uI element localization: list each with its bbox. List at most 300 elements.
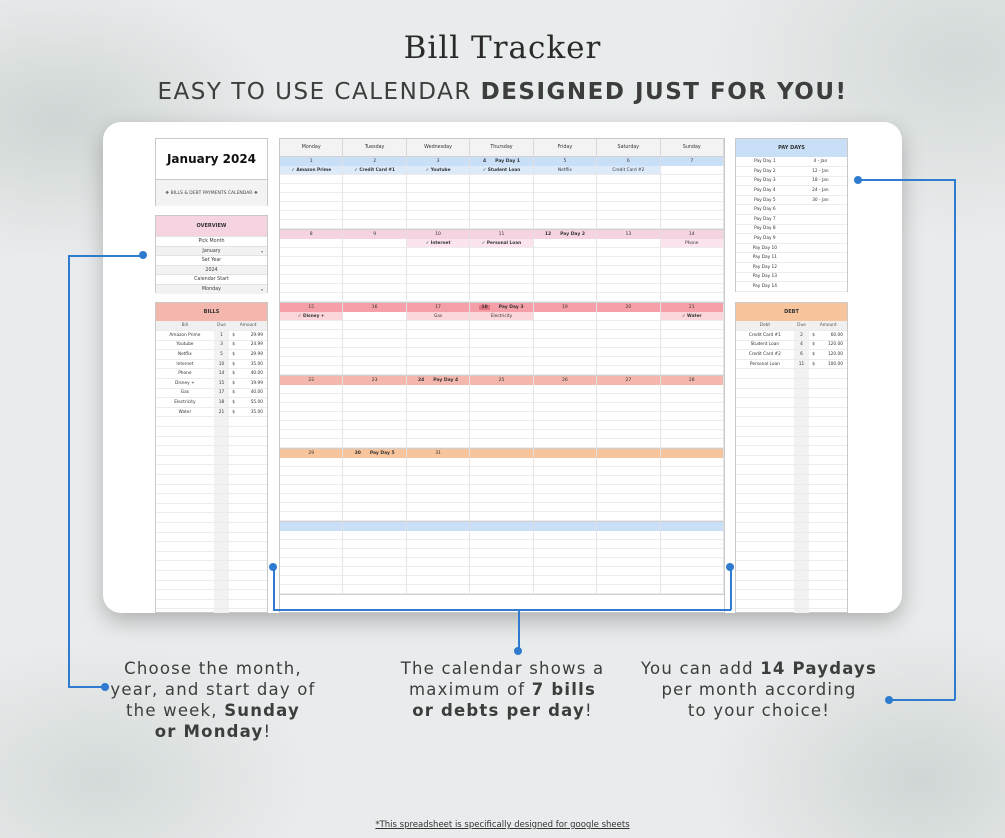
empty-bill-slot[interactable] xyxy=(343,403,406,412)
debt-amount-cell[interactable] xyxy=(820,590,847,600)
empty-bill-slot[interactable] xyxy=(661,166,724,175)
empty-bill-slot[interactable] xyxy=(597,330,660,339)
debt-due-cell[interactable] xyxy=(794,503,810,513)
payday-date-cell[interactable] xyxy=(794,253,847,263)
debt-name-cell[interactable] xyxy=(736,522,794,532)
empty-bill-slot[interactable] xyxy=(470,430,533,439)
empty-bill-slot[interactable] xyxy=(534,248,597,257)
empty-bill-slot[interactable] xyxy=(280,576,343,585)
empty-bill-slot[interactable] xyxy=(661,248,724,257)
bill-amount-cell[interactable] xyxy=(240,465,267,475)
bill-name-cell[interactable] xyxy=(156,590,214,600)
empty-bill-slot[interactable] xyxy=(343,275,406,284)
date-cell[interactable] xyxy=(534,522,597,531)
bill-entry[interactable]: ✓ Disney + xyxy=(280,312,343,321)
debt-name-cell[interactable]: Credit Card #2 xyxy=(736,350,794,360)
empty-bill-slot[interactable] xyxy=(661,193,724,202)
debt-amount-cell[interactable]: 60.00 xyxy=(820,331,847,341)
empty-bill-slot[interactable] xyxy=(343,330,406,339)
bill-due-cell[interactable] xyxy=(214,609,230,613)
empty-bill-slot[interactable] xyxy=(407,576,470,585)
empty-bill-slot[interactable] xyxy=(534,339,597,348)
bill-due-cell[interactable]: 3 xyxy=(214,340,230,350)
empty-bill-slot[interactable] xyxy=(280,193,343,202)
debt-amount-cell[interactable] xyxy=(820,532,847,542)
bill-name-cell[interactable] xyxy=(156,580,214,590)
empty-bill-slot[interactable] xyxy=(661,266,724,275)
bill-name-cell[interactable] xyxy=(156,436,214,446)
empty-bill-slot[interactable] xyxy=(534,476,597,485)
empty-bill-slot[interactable] xyxy=(597,193,660,202)
bill-due-cell[interactable] xyxy=(214,580,230,590)
empty-bill-slot[interactable] xyxy=(470,385,533,394)
empty-bill-slot[interactable] xyxy=(661,175,724,184)
empty-bill-slot[interactable] xyxy=(470,503,533,512)
bill-name-cell[interactable]: Netflix xyxy=(156,350,214,360)
empty-bill-slot[interactable] xyxy=(534,458,597,467)
bill-due-cell[interactable] xyxy=(214,446,230,456)
bill-name-cell[interactable] xyxy=(156,455,214,465)
debt-due-cell[interactable] xyxy=(794,561,810,571)
empty-bill-slot[interactable] xyxy=(597,348,660,357)
empty-bill-slot[interactable] xyxy=(597,549,660,558)
empty-bill-slot[interactable] xyxy=(470,202,533,211)
bill-due-cell[interactable] xyxy=(214,570,230,580)
bill-due-cell[interactable] xyxy=(214,532,230,542)
empty-bill-slot[interactable] xyxy=(597,175,660,184)
empty-bill-slot[interactable] xyxy=(534,348,597,357)
empty-bill-slot[interactable] xyxy=(470,348,533,357)
empty-bill-slot[interactable] xyxy=(534,439,597,448)
empty-bill-slot[interactable] xyxy=(534,403,597,412)
empty-bill-slot[interactable] xyxy=(470,485,533,494)
bill-amount-cell[interactable] xyxy=(240,494,267,504)
debt-due-cell[interactable] xyxy=(794,398,810,408)
debt-due-cell[interactable] xyxy=(794,580,810,590)
payday-date-cell[interactable] xyxy=(794,263,847,273)
empty-bill-slot[interactable] xyxy=(280,385,343,394)
bill-name-cell[interactable]: Water xyxy=(156,407,214,417)
bill-name-cell[interactable] xyxy=(156,427,214,437)
empty-bill-slot[interactable] xyxy=(597,366,660,375)
empty-bill-slot[interactable] xyxy=(280,248,343,257)
date-cell[interactable] xyxy=(661,376,724,385)
date-cell[interactable] xyxy=(597,522,660,531)
empty-bill-slot[interactable] xyxy=(343,211,406,220)
empty-bill-slot[interactable] xyxy=(597,211,660,220)
empty-bill-slot[interactable] xyxy=(534,412,597,421)
debt-name-cell[interactable] xyxy=(736,494,794,504)
debt-amount-cell[interactable] xyxy=(820,551,847,561)
date-cell[interactable] xyxy=(407,449,470,458)
empty-bill-slot[interactable] xyxy=(343,412,406,421)
empty-bill-slot[interactable] xyxy=(407,202,470,211)
empty-bill-slot[interactable] xyxy=(280,430,343,439)
debt-amount-cell[interactable] xyxy=(820,436,847,446)
bill-name-cell[interactable]: Youtube xyxy=(156,340,214,350)
payday-date-cell[interactable] xyxy=(794,243,847,253)
bill-name-cell[interactable] xyxy=(156,532,214,542)
bill-name-cell[interactable] xyxy=(156,465,214,475)
empty-bill-slot[interactable] xyxy=(343,494,406,503)
bill-entry[interactable]: Credit Card #2 xyxy=(597,166,660,175)
empty-bill-slot[interactable] xyxy=(470,175,533,184)
debt-amount-cell[interactable] xyxy=(820,484,847,494)
bill-entry[interactable]: Netflix xyxy=(534,166,597,175)
empty-bill-slot[interactable] xyxy=(280,266,343,275)
bill-due-cell[interactable] xyxy=(214,513,230,523)
empty-bill-slot[interactable] xyxy=(407,412,470,421)
empty-bill-slot[interactable] xyxy=(597,512,660,521)
empty-bill-slot[interactable] xyxy=(470,421,533,430)
empty-bill-slot[interactable] xyxy=(597,576,660,585)
empty-bill-slot[interactable] xyxy=(597,248,660,257)
empty-bill-slot[interactable] xyxy=(661,257,724,266)
empty-bill-slot[interactable] xyxy=(407,403,470,412)
empty-bill-slot[interactable] xyxy=(343,184,406,193)
empty-bill-slot[interactable] xyxy=(280,175,343,184)
empty-bill-slot[interactable] xyxy=(407,585,470,594)
empty-bill-slot[interactable] xyxy=(661,202,724,211)
empty-bill-slot[interactable] xyxy=(661,293,724,302)
empty-bill-slot[interactable] xyxy=(343,202,406,211)
debt-due-cell[interactable]: 11 xyxy=(794,359,810,369)
empty-bill-slot[interactable] xyxy=(280,476,343,485)
empty-bill-slot[interactable] xyxy=(280,220,343,229)
empty-bill-slot[interactable] xyxy=(407,248,470,257)
empty-bill-slot[interactable] xyxy=(534,430,597,439)
empty-bill-slot[interactable] xyxy=(597,558,660,567)
date-cell[interactable] xyxy=(280,303,343,312)
debt-name-cell[interactable] xyxy=(736,513,794,523)
empty-bill-slot[interactable] xyxy=(661,430,724,439)
debt-due-cell[interactable] xyxy=(794,551,810,561)
debt-amount-cell[interactable] xyxy=(820,427,847,437)
empty-bill-slot[interactable] xyxy=(343,485,406,494)
empty-bill-slot[interactable] xyxy=(407,531,470,540)
empty-bill-slot[interactable] xyxy=(661,476,724,485)
date-cell[interactable] xyxy=(470,522,533,531)
empty-bill-slot[interactable] xyxy=(534,421,597,430)
debt-amount-cell[interactable] xyxy=(820,599,847,609)
debt-name-cell[interactable] xyxy=(736,484,794,494)
bill-name-cell[interactable]: Electricity xyxy=(156,398,214,408)
empty-bill-slot[interactable] xyxy=(343,549,406,558)
empty-bill-slot[interactable] xyxy=(534,321,597,330)
empty-bill-slot[interactable] xyxy=(661,531,724,540)
empty-bill-slot[interactable] xyxy=(407,503,470,512)
empty-bill-slot[interactable] xyxy=(534,330,597,339)
debt-amount-cell[interactable] xyxy=(820,570,847,580)
empty-bill-slot[interactable] xyxy=(661,211,724,220)
empty-bill-slot[interactable] xyxy=(470,439,533,448)
debt-name-cell[interactable] xyxy=(736,446,794,456)
empty-bill-slot[interactable] xyxy=(470,467,533,476)
date-cell[interactable] xyxy=(597,303,660,312)
empty-bill-slot[interactable] xyxy=(534,220,597,229)
year-field[interactable]: 2024 xyxy=(156,265,267,275)
empty-bill-slot[interactable] xyxy=(470,284,533,293)
empty-bill-slot[interactable] xyxy=(407,184,470,193)
empty-bill-slot[interactable] xyxy=(597,220,660,229)
payday-date-cell[interactable]: 24 - Jan xyxy=(794,186,847,196)
empty-bill-slot[interactable] xyxy=(407,357,470,366)
debt-amount-cell[interactable] xyxy=(820,609,847,613)
empty-bill-slot[interactable] xyxy=(661,366,724,375)
debt-amount-cell[interactable] xyxy=(820,417,847,427)
payday-date-cell[interactable] xyxy=(794,272,847,282)
empty-bill-slot[interactable] xyxy=(661,357,724,366)
payday-date-cell[interactable] xyxy=(794,282,847,292)
empty-bill-slot[interactable] xyxy=(407,512,470,521)
debt-amount-cell[interactable] xyxy=(820,475,847,485)
debt-due-cell[interactable] xyxy=(794,369,810,379)
empty-bill-slot[interactable] xyxy=(534,549,597,558)
bill-amount-cell[interactable] xyxy=(240,599,267,609)
empty-bill-slot[interactable] xyxy=(343,585,406,594)
debt-name-cell[interactable] xyxy=(736,609,794,613)
debt-name-cell[interactable] xyxy=(736,417,794,427)
empty-bill-slot[interactable] xyxy=(280,366,343,375)
empty-bill-slot[interactable] xyxy=(661,458,724,467)
debt-amount-cell[interactable]: 100.00 xyxy=(820,359,847,369)
debt-due-cell[interactable] xyxy=(794,522,810,532)
empty-bill-slot[interactable] xyxy=(280,540,343,549)
empty-bill-slot[interactable] xyxy=(534,540,597,549)
bill-entry[interactable]: ✓ Amazon Prime xyxy=(280,166,343,175)
debt-due-cell[interactable] xyxy=(794,475,810,485)
bill-due-cell[interactable] xyxy=(214,503,230,513)
month-select[interactable] xyxy=(156,246,267,256)
debt-due-cell[interactable] xyxy=(794,388,810,398)
bill-name-cell[interactable] xyxy=(156,599,214,609)
date-cell[interactable] xyxy=(280,376,343,385)
payday-date-cell[interactable]: 18 - Jan xyxy=(794,176,847,186)
empty-bill-slot[interactable] xyxy=(407,175,470,184)
date-cell[interactable] xyxy=(470,230,533,239)
debt-name-cell[interactable] xyxy=(736,388,794,398)
empty-bill-slot[interactable] xyxy=(280,394,343,403)
debt-amount-cell[interactable] xyxy=(820,446,847,456)
empty-bill-slot[interactable] xyxy=(343,476,406,485)
bill-entry[interactable]: ✓ Youtube xyxy=(407,166,470,175)
debt-amount-cell[interactable] xyxy=(820,455,847,465)
empty-bill-slot[interactable] xyxy=(470,576,533,585)
debt-name-cell[interactable] xyxy=(736,475,794,485)
empty-bill-slot[interactable] xyxy=(470,476,533,485)
debt-amount-cell[interactable] xyxy=(820,542,847,552)
debt-due-cell[interactable] xyxy=(794,494,810,504)
debt-due-cell[interactable] xyxy=(794,379,810,389)
empty-bill-slot[interactable] xyxy=(407,485,470,494)
empty-bill-slot[interactable] xyxy=(280,531,343,540)
date-cell[interactable] xyxy=(470,303,533,312)
payday-date-cell[interactable] xyxy=(794,215,847,225)
bill-amount-cell[interactable] xyxy=(240,532,267,542)
bill-name-cell[interactable] xyxy=(156,475,214,485)
empty-bill-slot[interactable] xyxy=(280,585,343,594)
empty-bill-slot[interactable] xyxy=(407,394,470,403)
bill-amount-cell[interactable] xyxy=(240,455,267,465)
empty-bill-slot[interactable] xyxy=(343,312,406,321)
debt-amount-cell[interactable] xyxy=(820,398,847,408)
debt-due-cell[interactable]: 2 xyxy=(794,331,810,341)
empty-bill-slot[interactable] xyxy=(343,257,406,266)
debt-due-cell[interactable] xyxy=(794,570,810,580)
empty-bill-slot[interactable] xyxy=(280,348,343,357)
debt-name-cell[interactable] xyxy=(736,503,794,513)
debt-name-cell[interactable] xyxy=(736,427,794,437)
empty-bill-slot[interactable] xyxy=(534,357,597,366)
debt-name-cell[interactable] xyxy=(736,532,794,542)
bill-name-cell[interactable]: Disney + xyxy=(156,379,214,389)
bill-amount-cell[interactable] xyxy=(240,609,267,613)
empty-bill-slot[interactable] xyxy=(343,366,406,375)
empty-bill-slot[interactable] xyxy=(661,439,724,448)
bill-name-cell[interactable] xyxy=(156,551,214,561)
date-cell[interactable] xyxy=(597,449,660,458)
empty-bill-slot[interactable] xyxy=(661,567,724,576)
debt-name-cell[interactable] xyxy=(736,455,794,465)
date-cell[interactable] xyxy=(534,376,597,385)
bill-due-cell[interactable] xyxy=(214,551,230,561)
empty-bill-slot[interactable] xyxy=(597,467,660,476)
date-cell[interactable] xyxy=(407,303,470,312)
date-cell[interactable] xyxy=(597,230,660,239)
empty-bill-slot[interactable] xyxy=(661,485,724,494)
empty-bill-slot[interactable] xyxy=(343,248,406,257)
empty-bill-slot[interactable] xyxy=(661,467,724,476)
empty-bill-slot[interactable] xyxy=(661,494,724,503)
bill-amount-cell[interactable] xyxy=(240,446,267,456)
empty-bill-slot[interactable] xyxy=(534,503,597,512)
debt-amount-cell[interactable] xyxy=(820,522,847,532)
empty-bill-slot[interactable] xyxy=(597,321,660,330)
date-cell[interactable] xyxy=(534,303,597,312)
debt-name-cell[interactable] xyxy=(736,580,794,590)
bill-entry[interactable]: Gas xyxy=(407,312,470,321)
empty-bill-slot[interactable] xyxy=(597,239,660,248)
date-cell[interactable] xyxy=(343,157,406,166)
empty-bill-slot[interactable] xyxy=(661,503,724,512)
empty-bill-slot[interactable] xyxy=(280,339,343,348)
bill-entry[interactable]: ✓ Water xyxy=(661,312,724,321)
empty-bill-slot[interactable] xyxy=(534,467,597,476)
bill-amount-cell[interactable] xyxy=(240,570,267,580)
bill-entry[interactable]: ✓ Credit Card #1 xyxy=(343,166,406,175)
empty-bill-slot[interactable] xyxy=(470,558,533,567)
bill-amount-cell[interactable]: 29.99 xyxy=(240,331,267,341)
bill-amount-cell[interactable] xyxy=(240,551,267,561)
empty-bill-slot[interactable] xyxy=(280,184,343,193)
debt-due-cell[interactable] xyxy=(794,599,810,609)
date-cell[interactable] xyxy=(280,449,343,458)
empty-bill-slot[interactable] xyxy=(470,394,533,403)
empty-bill-slot[interactable] xyxy=(343,284,406,293)
empty-bill-slot[interactable] xyxy=(597,403,660,412)
empty-bill-slot[interactable] xyxy=(470,494,533,503)
bill-amount-cell[interactable]: 29.99 xyxy=(240,350,267,360)
date-cell[interactable] xyxy=(407,522,470,531)
empty-bill-slot[interactable] xyxy=(597,202,660,211)
empty-bill-slot[interactable] xyxy=(343,430,406,439)
empty-bill-slot[interactable] xyxy=(407,220,470,229)
empty-bill-slot[interactable] xyxy=(407,293,470,302)
bill-amount-cell[interactable] xyxy=(240,522,267,532)
debt-amount-cell[interactable]: 120.00 xyxy=(820,350,847,360)
date-cell[interactable] xyxy=(661,157,724,166)
empty-bill-slot[interactable] xyxy=(470,512,533,521)
debt-due-cell[interactable] xyxy=(794,590,810,600)
date-cell[interactable] xyxy=(661,230,724,239)
date-cell[interactable] xyxy=(343,522,406,531)
empty-bill-slot[interactable] xyxy=(280,439,343,448)
debt-name-cell[interactable] xyxy=(736,542,794,552)
payday-date-cell[interactable]: 12 - Jan xyxy=(794,167,847,177)
bill-name-cell[interactable] xyxy=(156,570,214,580)
empty-bill-slot[interactable] xyxy=(597,439,660,448)
empty-bill-slot[interactable] xyxy=(343,576,406,585)
empty-bill-slot[interactable] xyxy=(661,421,724,430)
debt-due-cell[interactable] xyxy=(794,542,810,552)
empty-bill-slot[interactable] xyxy=(343,567,406,576)
empty-bill-slot[interactable] xyxy=(534,239,597,248)
empty-bill-slot[interactable] xyxy=(661,275,724,284)
empty-bill-slot[interactable] xyxy=(534,202,597,211)
bill-name-cell[interactable] xyxy=(156,494,214,504)
empty-bill-slot[interactable] xyxy=(661,549,724,558)
debt-name-cell[interactable] xyxy=(736,398,794,408)
empty-bill-slot[interactable] xyxy=(661,403,724,412)
empty-bill-slot[interactable] xyxy=(407,348,470,357)
empty-bill-slot[interactable] xyxy=(343,175,406,184)
empty-bill-slot[interactable] xyxy=(534,512,597,521)
debt-amount-cell[interactable] xyxy=(820,513,847,523)
empty-bill-slot[interactable] xyxy=(407,467,470,476)
empty-bill-slot[interactable] xyxy=(343,348,406,357)
empty-bill-slot[interactable] xyxy=(597,503,660,512)
empty-bill-slot[interactable] xyxy=(280,211,343,220)
empty-bill-slot[interactable] xyxy=(597,184,660,193)
bill-due-cell[interactable] xyxy=(214,542,230,552)
empty-bill-slot[interactable] xyxy=(534,494,597,503)
bill-due-cell[interactable] xyxy=(214,599,230,609)
bill-due-cell[interactable]: 5 xyxy=(214,350,230,360)
empty-bill-slot[interactable] xyxy=(407,540,470,549)
bill-amount-cell[interactable]: 40.00 xyxy=(240,388,267,398)
empty-bill-slot[interactable] xyxy=(343,293,406,302)
empty-bill-slot[interactable] xyxy=(534,558,597,567)
bill-amount-cell[interactable]: 40.00 xyxy=(240,369,267,379)
empty-bill-slot[interactable] xyxy=(407,211,470,220)
empty-bill-slot[interactable] xyxy=(343,239,406,248)
empty-bill-slot[interactable] xyxy=(470,321,533,330)
bill-amount-cell[interactable] xyxy=(240,484,267,494)
empty-bill-slot[interactable] xyxy=(343,321,406,330)
debt-due-cell[interactable] xyxy=(794,417,810,427)
empty-bill-slot[interactable] xyxy=(470,275,533,284)
empty-bill-slot[interactable] xyxy=(661,184,724,193)
date-cell[interactable] xyxy=(343,376,406,385)
empty-bill-slot[interactable] xyxy=(343,531,406,540)
empty-bill-slot[interactable] xyxy=(407,321,470,330)
debt-amount-cell[interactable] xyxy=(820,580,847,590)
empty-bill-slot[interactable] xyxy=(280,512,343,521)
bill-amount-cell[interactable]: 55.00 xyxy=(240,398,267,408)
empty-bill-slot[interactable] xyxy=(470,211,533,220)
empty-bill-slot[interactable] xyxy=(343,503,406,512)
payday-date-cell[interactable] xyxy=(794,205,847,215)
